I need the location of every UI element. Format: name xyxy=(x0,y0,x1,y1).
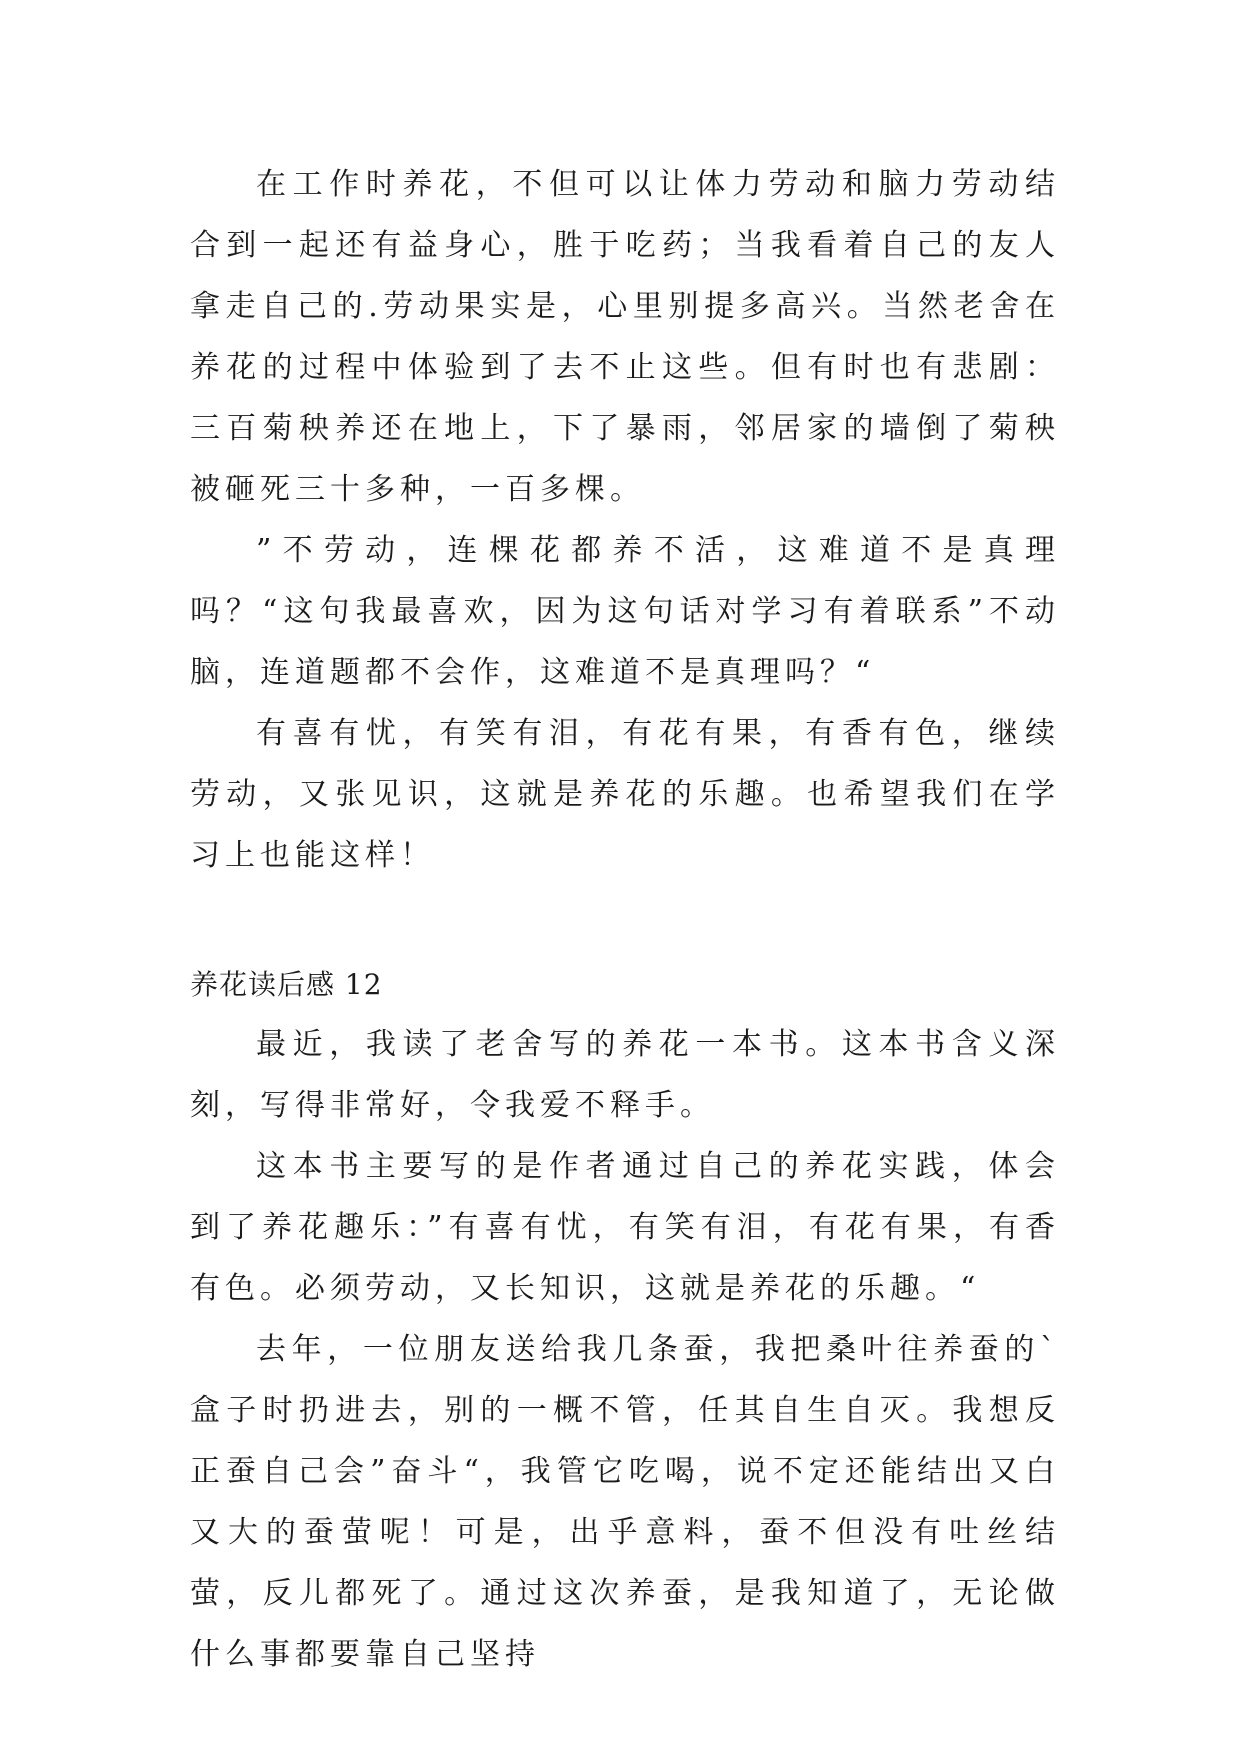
document-page xyxy=(190,154,1060,1685)
section-heading: 养花读后感 12 xyxy=(190,968,383,1001)
body-paragraph: ”不劳动，连棵花都养不活，这难道不是真理吗？“这句我最喜欢，因为这句话对学习有着联系”不动脑，连道题都不会作，这难道不是真理吗？“ xyxy=(190,533,1060,690)
body-paragraph: 最近，我读了老舍写的养花一本书。这本书含义深刻，写得非常好，令我爱不释手。 xyxy=(190,1027,1060,1123)
body-paragraph: 有喜有忧，有笑有泪，有花有果，有香有色，继续劳动，又张见识，这就是养花的乐趣。也希望我们在学习上也能这样！ xyxy=(190,716,1060,873)
body-paragraph: 在工作时养花，不但可以让体力劳动和脑力劳动结合到一起还有益身心，胜于吃药；当我看着自己的友人拿走自己的.劳动果实是，心里别提多高兴。当然老舍在养花的过程中体验到了去不止这些。但有时也有悲剧：三百菊秧养还在地上，下了暴雨，邻居家的墙倒了菊秧被砸死三十多种，一百多棵。 xyxy=(190,167,1060,507)
body-paragraph: 去年，一位朋友送给我几条蚕，我把桑叶往养蚕的`盒子时扔进去，别的一概不管，任其自生自灭。我想反正蚕自己会”奋斗“，我管它吃喝，说不定还能结出又白又大的蚕萤呢！可是，出乎意料，蚕不但没有吐丝结萤，反儿都死了。通过这次养蚕，是我知道了，无论做什么事都要靠自己坚持 xyxy=(190,1332,1060,1672)
body-paragraph: 这本书主要写的是作者通过自己的养花实践，体会到了养花趣乐：”有喜有忧，有笑有泪，有花有果，有香有色。必须劳动，又长知识，这就是养花的乐趣。“ xyxy=(190,1149,1060,1306)
